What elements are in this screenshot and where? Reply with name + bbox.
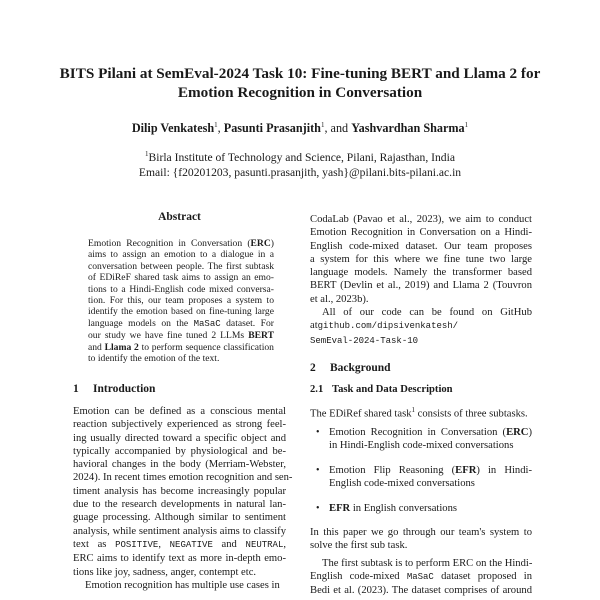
author-separator: , and xyxy=(324,121,352,136)
bullet-icon: • xyxy=(316,465,320,476)
institute-name: Birla Institute of Technology and Science, Pilani, Rajasthan, India xyxy=(148,150,455,164)
github-link[interactable]: github.com/dipsivenkatesh/ xyxy=(317,321,459,332)
author-name: Dilip Venkatesh xyxy=(131,121,215,136)
author-emails: Email: {f20201203, pasunti.prasanjith, yash}@pilani.bits-pilani.ac.in xyxy=(138,165,462,179)
bullet-icon: • xyxy=(316,427,320,438)
subsection-heading-task: 2.1 Task and Data Description xyxy=(310,384,453,395)
bullet-icon: • xyxy=(316,503,320,514)
title-line-1: BITS Pilani at SemEval-2024 Task 10: Fine-tuning BERT and Llama 2 for xyxy=(59,65,541,82)
affiliation-block xyxy=(40,147,560,180)
github-link-continued[interactable]: SemEval-2024-Task-10 xyxy=(310,335,419,346)
abstract-body: Emotion Recognition in Conversation (ERC) aims to assign an emotion to a dialogue in a conversation between people. The first subtask of EDiReF shared task aims to assign an emo- tions to a Hindi-English code mixed conversa- tion. For this, our team proposes a system to identify the emotion based on fine-tuning large language models on the MaSaC dataset. For our study we have fine tuned 2 LLMs BERT and Llama 2 to perform sequence classification to identify the emotion of the text. xyxy=(88,238,274,365)
section-heading-background: 2 Background xyxy=(310,362,391,374)
paper-title xyxy=(40,64,560,102)
task-intro: The EDiRef shared task$^1$ consists of three subtasks. xyxy=(310,406,528,420)
title-line-2: Emotion Recognition in Conversation xyxy=(177,84,423,101)
background-body: In this paper we go through our team's system to solve the first sub task. The first subtask is to perform ERC on the Hindi- English code-mixed MaSaC dataset proposed in Bedi et al. (2023). The dataset comprises of around xyxy=(310,527,533,597)
author-name: Pasunti Prasanjith xyxy=(223,121,321,136)
affiliation-marker: 1 xyxy=(214,121,218,129)
affiliation-marker: 1 xyxy=(145,150,149,158)
abstract-heading: Abstract xyxy=(158,211,201,223)
author-name: Yashvardhan Sharma xyxy=(351,121,465,136)
author-list xyxy=(40,121,560,136)
section-heading-introduction: 1 Introduction xyxy=(73,383,156,395)
author-separator: , xyxy=(217,121,224,136)
intro-continuation: CodaLab (Pavao et al., 2023), we aim to conduct Emotion Recognition in Conversation on a Hindi- English code-mixed dataset. Our team proposes a system for this where we fine tune two large language models. Namely the transformer based BERT (Devlin et al., 2019) and Llama 2 (Touvron et al., 2023b). All of our code can be found on GitHub atgithub.com/dipsivenkatesh/ SemEval-2024-Task-10 xyxy=(310,214,532,346)
subtask-list: • Emotion Recognition in Conversation (ERC) in Hindi-English code-mixed conversations • Emotion Flip Reasoning (EFR) in Hindi- English code-mixed conversations • EFR in English conversations xyxy=(316,427,532,514)
affiliation-marker: 1 xyxy=(320,121,325,129)
introduction-body: Emotion can be defined as a conscious mental reaction subjectively experienced as strong feel- ing usually directed toward a specific object and typically accompanied by physiological and be- havioral changes in the body (Merriam-Webster, 2024). In recent times emotion recognition and sen- timent analysis has become increasingly popular due to the research developments in natural lan- guage processing. Although similar to sentiment analysis, while sentiment analysis aims to classify text as POSITIVE, NEGATIVE and NEUTRAL, ERC aims to identify text as more in-depth emo- tions like joy, sadness, anger, contempt etc. Emotion recognition has multiple use cases in xyxy=(73,406,293,591)
affiliation-marker: 1 xyxy=(464,121,469,129)
